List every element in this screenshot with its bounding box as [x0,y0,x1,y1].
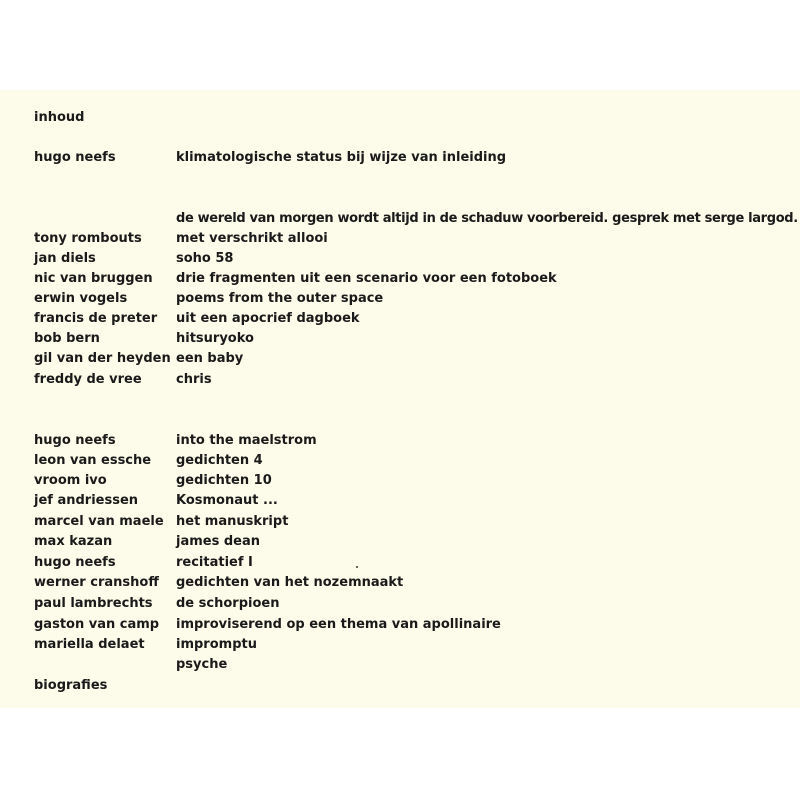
entry-title: poems from the outer space [176,291,384,306]
biographies-label: biografies [34,678,108,693]
entry-author: gaston van camp [34,617,160,632]
entry-author: freddy de vree [34,372,142,387]
entry-title: chris [176,372,212,387]
entry-title: gedichten 10 [176,473,272,488]
entry-author: marcel van maele [34,514,164,529]
entry-author: hugo neefs [34,433,116,448]
entry-author: gil van der heyden [34,351,171,366]
entry-author: mariella delaet [34,637,145,652]
entry-title: gedichten 4 [176,453,263,468]
entry-title: psyche [176,657,228,672]
entry-title: Kosmonaut ... [176,493,278,508]
ink-speck [356,566,358,568]
entry-author: bob bern [34,331,100,346]
entry-title: hitsuryoko [176,331,254,346]
contents-heading: inhoud [34,110,85,125]
entry-title: gedichten van het nozemnaakt [176,575,404,590]
entry-title: de wereld van morgen wordt altijd in de schaduw voorbereid. gesprek met serge largod. [176,211,798,226]
entry-title: uit een apocrief dagboek [176,311,360,326]
entry-title: soho 58 [176,251,234,266]
entry-author: tony rombouts [34,231,142,246]
entry-title: klimatologische status bij wijze van inleiding [176,150,507,165]
entry-title: impromptu [176,637,257,652]
entry-title: into the maelstrom [176,433,317,448]
contents-page [0,90,800,708]
entry-title: de schorpioen [176,596,280,611]
entry-title: een baby [176,351,244,366]
entry-title: het manuskript [176,514,289,529]
entry-author: leon van essche [34,453,152,468]
entry-author: nic van bruggen [34,271,153,286]
entry-title: met verschrikt allooi [176,231,328,246]
entry-author: erwin vogels [34,291,128,306]
entry-author: vroom ivo [34,473,107,488]
entry-author: hugo neefs [34,555,116,570]
entry-author: max kazan [34,534,113,549]
entry-title: recitatief I [176,555,253,570]
entry-title: drie fragmenten uit een scenario voor een fotoboek [176,271,557,286]
entry-author: jef andriessen [34,493,139,508]
entry-title: improviserend op een thema van apollinaire [176,617,501,632]
entry-author: werner cranshoff [34,575,159,590]
entry-author: francis de preter [34,311,158,326]
entry-author: paul lambrechts [34,596,153,611]
entry-title: james dean [176,534,261,549]
entry-author: hugo neefs [34,150,116,165]
entry-author: jan diels [34,251,96,266]
